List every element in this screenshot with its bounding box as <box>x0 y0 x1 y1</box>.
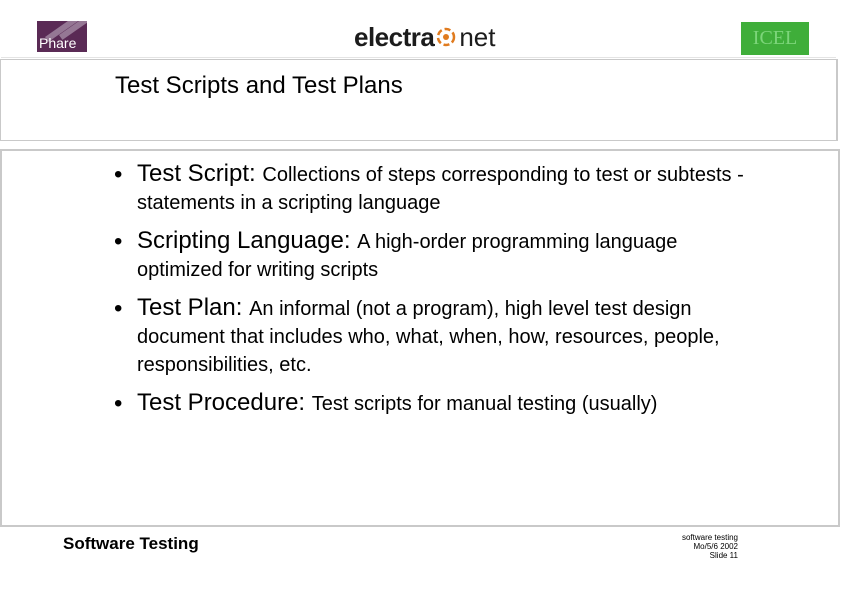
footer-course-title: Software Testing <box>63 534 199 553</box>
bullet-list <box>114 160 754 428</box>
electra-logo-emblem-icon <box>436 27 456 47</box>
electra-logo-brand: electra <box>354 21 435 52</box>
bullet-item <box>114 294 754 379</box>
electra-net-logo <box>354 20 496 54</box>
bullet-item <box>114 227 754 284</box>
bullet-dot: • <box>114 228 123 255</box>
bullet-dot: • <box>114 390 123 417</box>
phare-logo <box>37 21 87 52</box>
bullet-description: A high-order programming language optimized for writing scripts <box>137 231 678 281</box>
footer-meta-course: software testing <box>681 533 738 542</box>
bullet-term: Test Plan: <box>137 294 250 321</box>
icel-logo <box>741 22 809 55</box>
footer-meta-slide-number: Slide 11 <box>709 551 738 560</box>
bullet-term: Test Procedure: <box>137 389 312 416</box>
bullet-item <box>114 160 754 217</box>
bullet-description: An informal (not a program), high level test design document that includes who, what, when, how, resources, people, responsibilities, etc. <box>137 298 720 376</box>
bullet-term: Scripting Language: <box>137 227 358 254</box>
bullet-dot: • <box>114 161 123 188</box>
bullet-dot: • <box>114 295 123 322</box>
footer-slide-meta <box>682 533 738 560</box>
bullet-description: Test scripts for manual testing (usually) <box>311 393 658 415</box>
electra-logo-suffix: net <box>459 21 496 52</box>
icel-logo-text: ICEL <box>752 27 798 49</box>
bullet-term: Test Script: <box>137 160 263 187</box>
footer-meta-date: Mo/5/6 2002 <box>693 542 738 551</box>
slide-title: Test Scripts and Test Plans <box>115 72 403 99</box>
bullet-item <box>114 389 754 418</box>
phare-logo-text: Phare <box>39 35 77 51</box>
bullet-description: Collections of steps corresponding to test or subtests - statements in a scripting language <box>137 164 744 214</box>
